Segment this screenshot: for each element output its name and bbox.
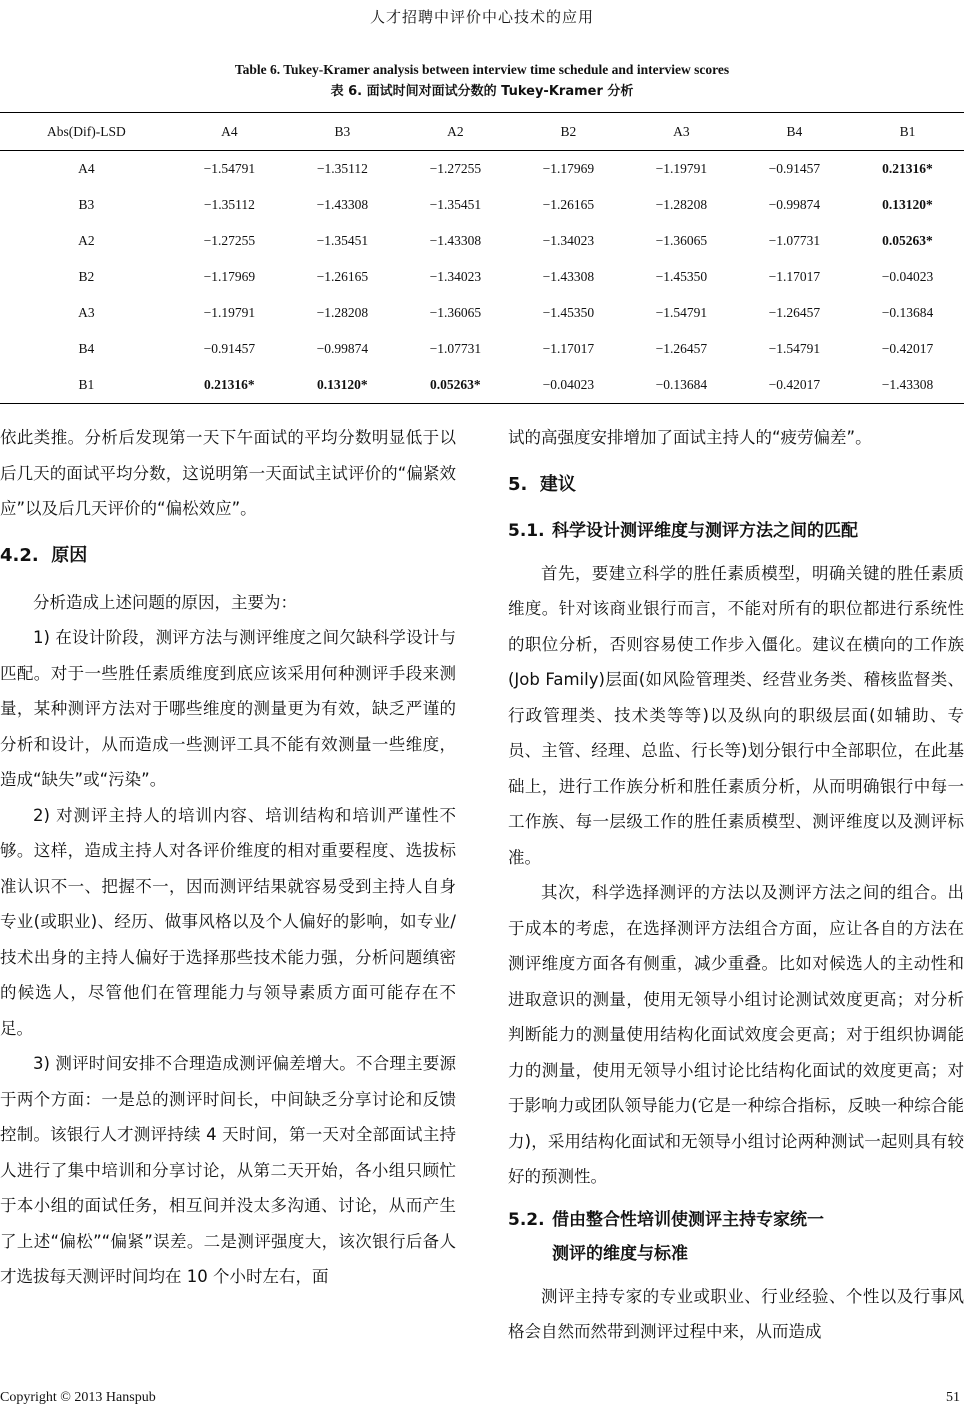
header-cell: Abs(Dif)-LSD [47,123,126,139]
section-number: 5. [508,473,528,495]
table-cell: 0.21316* [204,377,255,392]
table-cell: −0.91457 [203,341,256,356]
subsection-title-line1: 借由整合性培训使测评主持专家统一 [552,1209,824,1230]
table-cell: −0.91457 [768,161,821,176]
table-cell: −1.17017 [768,269,821,284]
table-cell: −0.42017 [768,377,821,392]
row-header-cell: A4 [78,161,95,176]
header-cell: B3 [334,123,351,139]
row-header-cell: A3 [78,305,95,320]
footer-copyright: Copyright © 2013 Hanspub [0,1390,156,1405]
table-cell: −1.43308 [316,197,369,212]
table-cell: −1.19791 [655,161,708,176]
table-cell: −1.17017 [542,341,595,356]
table-cell: −0.42017 [881,341,934,356]
table-row [0,367,964,404]
row-header-cell: B1 [78,377,95,392]
table-cell: −0.13684 [881,305,934,320]
subsection-heading-5-1 [508,514,964,548]
paragraph-continued: 依此类推。分析后发现第一天下午面试的平均分数明显低于以后几天的面试平均分数，这说明第一天面试主试评价的“偏紧效应”以及后几天评价的“偏松效应”。 [0,428,456,518]
table-cell: −1.35451 [429,197,482,212]
table-cell: −1.19791 [203,305,256,320]
table-cell: −1.54791 [655,305,708,320]
subsection-title-line2: 测评的维度与标准 [552,1243,688,1264]
table-cell: 0.05263* [430,377,481,392]
table-cell: −1.43308 [429,233,482,248]
table-cell: −1.26165 [316,269,369,284]
section-heading-5 [508,468,964,502]
table-cell: −1.43308 [881,377,934,392]
table-cell: 0.05263* [882,233,933,248]
table-row [0,223,964,259]
table-row [0,151,964,188]
table-cell: −1.27255 [429,161,482,176]
table-row [0,295,964,331]
table-cell: −1.35112 [203,197,255,212]
running-head: 人才招聘中评价中心技术的应用 [369,8,594,26]
table-cell: −1.54791 [203,161,256,176]
header-cell: B1 [899,123,916,139]
right-column [508,420,964,1350]
table-cell: −1.34023 [542,233,595,248]
table-header-row [0,113,964,151]
table-cell: −1.17969 [542,161,595,176]
table-row [0,187,964,223]
table-cell: −1.27255 [203,233,256,248]
table-row [0,331,964,367]
header-cell: A3 [673,123,690,139]
table-cell: −1.26457 [655,341,708,356]
row-header-cell: A2 [78,233,95,248]
table-cell: −0.13684 [655,377,708,392]
table-cell: −1.36065 [429,305,482,320]
paragraph: 3) 测评时间安排不合理造成测评偏差增大。不合理主要源于两个方面：一是总的测评时间长，中间缺乏分享讨论和反馈控制。该银行人才测评持续 4 天时间，第一天对全部面试主持人进行了集中培训和分享讨论，从第二天开始，各小组只顾忙于本小组的面试任务，相互间并没太多沟通、讨论，从而产生了上述“偏松”“偏紧”误差。二是测评强度大，该次银行后备人才选拔每天测评时间均在 10 个小时左右，面 [0,1054,456,1286]
table-cell: −1.07731 [429,341,482,356]
header-cell: A2 [447,123,464,139]
table-cell: 0.13120* [882,197,933,212]
table-cell: −1.45350 [655,269,708,284]
row-header-cell: B2 [78,269,95,284]
table-cell: −1.28208 [655,197,708,212]
table-caption-zh: 表 6. 面试时间对面试分数的 Tukey-Kramer 分析 [330,84,634,99]
paragraph: 分析造成上述问题的原因，主要为： [33,592,297,612]
table-cell: −0.99874 [768,197,821,212]
subsection-number: 5.1. [508,520,545,541]
section-title: 建议 [539,473,576,495]
table-cell: −1.34023 [429,269,482,284]
table-cell: 0.13120* [317,377,368,392]
table-caption-en: Table 6. Tukey-Kramer analysis between interview time schedule and interview scores [234,62,730,77]
table-cell: −1.26457 [768,305,821,320]
table-cell: −0.04023 [542,377,595,392]
paragraph: 2) 对测评主持人的培训内容、培训结构和培训严谨性不够。这样，造成主持人对各评价维度的相对重要程度、选拔标准认识不一、把握不一，因而测评结果就容易受到主持人自身专业(或职业)、经历、做事风格以及个人偏好的影响，如专业/技术出身的主持人偏好于选择那些技术能力强，分析问题缜密的候选人，尽管他们在管理能力与领导素质方面可能存在不足。 [0,805,456,1038]
table-cell: −0.99874 [316,341,369,356]
table-cell: 0.21316* [882,161,933,176]
row-header-cell: B4 [78,341,95,356]
header-cell: B2 [560,123,577,139]
table-body [0,151,964,404]
table-cell: −1.07731 [768,233,821,248]
tukey-kramer-table [0,112,964,404]
subsection-number: 5.2. [508,1209,545,1230]
table-cell: −1.35112 [316,161,368,176]
section-heading-4-2 [0,539,456,573]
header-cell: A4 [221,123,238,139]
paragraph: 1) 在设计阶段，测评方法与测评维度之间欠缺科学设计与匹配。对于一些胜任素质维度到底应该采用何种测评手段来测量，某种测评方法对于哪些维度的测量更为有效，缺乏严谨的分析和设计，从而造成一些测评工具不能有效测量一些维度，造成“缺失”或“污染”。 [0,628,456,789]
paragraph: 测评主持专家的专业或职业、行业经验、个性以及行事风格会自然而然带到测评过程中来，从而造成 [508,1286,964,1341]
table-cell: −1.35451 [316,233,369,248]
row-header-cell: B3 [78,197,95,212]
subsection-title: 科学设计测评维度与测评方法之间的匹配 [552,520,858,541]
table-cell: −1.43308 [542,269,595,284]
table-cell: −1.26165 [542,197,595,212]
table-cell: −1.54791 [768,341,821,356]
section-title: 原因 [51,544,88,566]
header-cell: B4 [786,123,803,139]
paragraph: 首先，要建立科学的胜任素质模型，明确关键的胜任素质维度。针对该商业银行而言，不能对所有的职位都进行系统性的职位分析，否则容易使工作步入僵化。建议在横向的工作族(Job Family)层面(如风险管理类、经营业务类、稽核监督类、行政管理类、技术类等等)以及纵向的职级层面(如辅助、专员、主管、经理、总监、行长等)划分银行中全部职位，在此基础上，进行工作族分析和胜任素质分析，从而明确银行中每一工作族、每一层级工作的胜任素质模型、测评维度以及测评标准。 [508,563,964,867]
left-column [0,420,456,1295]
section-number: 4.2. [0,544,39,566]
table-cell: −1.17969 [203,269,256,284]
table-cell: −1.36065 [655,233,708,248]
table-cell: −1.45350 [542,305,595,320]
subsection-heading-5-2 [508,1203,964,1271]
table-cell: −0.04023 [881,269,934,284]
footer-page-number: 51 [946,1390,960,1405]
table-cell: −1.28208 [316,305,369,320]
paragraph-continued: 试的高强度安排增加了面试主持人的“疲劳偏差”。 [508,428,872,447]
paragraph: 其次，科学选择测评的方法以及测评方法之间的组合。出于成本的考虑，在选择测评方法组合方面，应让各自的方法在测评维度方面各有侧重，减少重叠。比如对候选人的主动性和进取意识的测量，使用无领导小组讨论测试效度更高；对分析判断能力的测量使用结构化面试效度会更高；对于组织协调能力的测量，使用无领导小组讨论比结构化面试的效度更高；对于影响力或团队领导能力(它是一种综合指标，反映一种综合能力)，采用结构化面试和无领导小组讨论两种测试一起则具有较好的预测性。 [508,883,964,1186]
table-row [0,259,964,295]
